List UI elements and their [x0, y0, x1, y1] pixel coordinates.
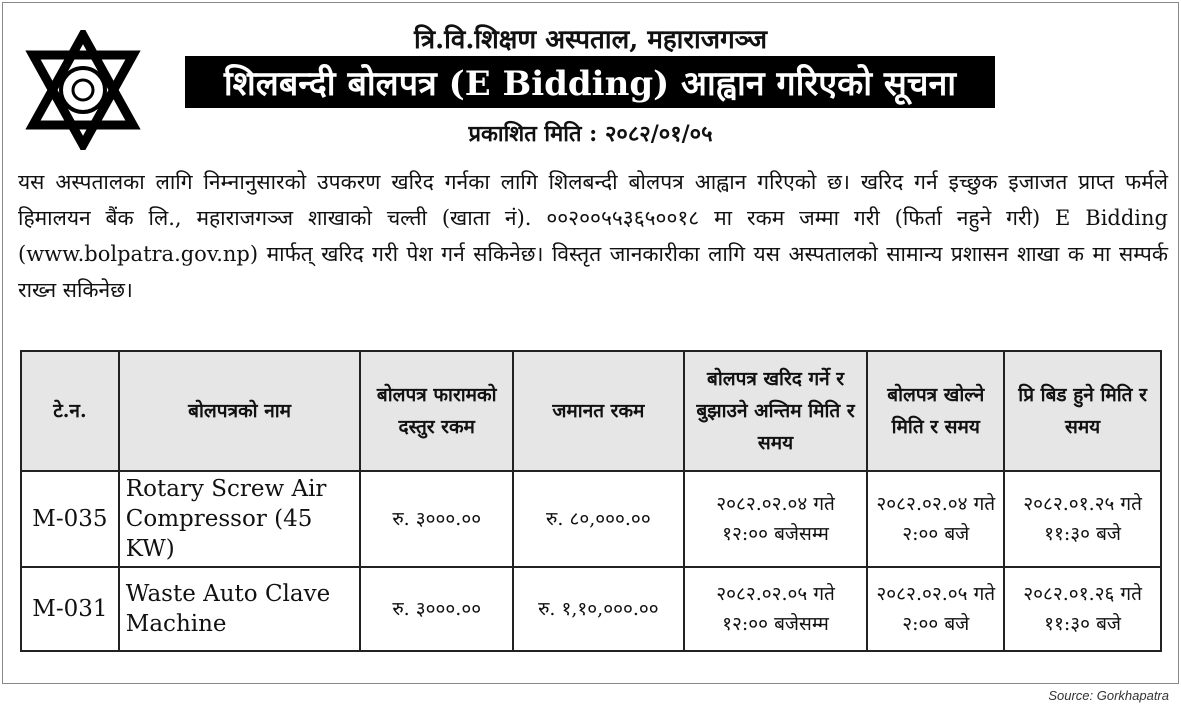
bid-name: Waste Auto Clave Machine [119, 567, 361, 651]
header-cell: बोलपत्र फारामको दस्तुर रकम [360, 351, 513, 471]
pre-bid-date: २०८२.०१.२६ गते ११:३० बजे [1004, 567, 1161, 651]
header-cell: बोलपत्र खरिद गर्ने र बुझाउने अन्तिम मिति र समय [684, 351, 868, 471]
header-cell: बोलपत्रको नाम [119, 351, 361, 471]
header-cell: बोलपत्र खोल्ने मिति र समय [867, 351, 1004, 471]
tender-number: M-035 [21, 471, 119, 567]
bid-security: रु. ८०,०००.०० [513, 471, 684, 567]
bid-security: रु. १,१०,०००.०० [513, 567, 684, 651]
bid-name: Rotary Screw Air Compressor (45 KW) [119, 471, 361, 567]
form-fee: रु. ३०००.०० [360, 567, 513, 651]
table-header-row [21, 351, 1161, 471]
header-cell: जमानत रकम [513, 351, 684, 471]
submission-deadline: २०८२.०२.०४ गते १२:०० बजेसम्म [684, 471, 868, 567]
opening-date: २०८२.०२.०५ गते २:०० बजे [867, 567, 1004, 651]
header-cell: प्रि बिड हुने मिति र समय [1004, 351, 1161, 471]
table-row [21, 567, 1161, 651]
bid-table [20, 350, 1162, 652]
notice-paragraph: यस अस्पतालका लागि निम्नानुसारको उपकरण खरिद गर्नका लागि शिलबन्दी बोलपत्र आह्वान गरिएको छ। खरिद गर्न इच्छुक इजाजत प्राप्त फर्मले हिमालयन बैंक लि., महाराजगञ्ज शाखाको चल्ती (खाता नं). ००२००५५३६५००१८ मा रकम जम्मा गरी (फिर्ता नहुने गरी) E Bidding (www.bolpatra.gov.np) मार्फत् खरिद गरी पेश गर्न सकिनेछ। विस्तृत जानकारीका लागि यस अस्पतालको सामान्य प्रशासन शाखा क मा सम्पर्क राख्न सकिनेछ। [18, 170, 1168, 302]
form-fee: रु. ३०००.०० [360, 471, 513, 567]
source-credit: Source: Gorkhapatra [1048, 688, 1169, 703]
tender-number: M-031 [21, 567, 119, 651]
notice-title: शिलबन्दी बोलपत्र (E Bidding) आह्वान गरिएको सूचना [185, 56, 995, 108]
table-row [21, 471, 1161, 567]
opening-date: २०८२.०२.०४ गते २:०० बजे [867, 471, 1004, 567]
pre-bid-date: २०८२.०१.२५ गते ११:३० बजे [1004, 471, 1161, 567]
submission-deadline: २०८२.०२.०५ गते १२:०० बजेसम्म [684, 567, 868, 651]
published-date: प्रकाशित मिति : २०८२/०१/०५ [468, 121, 713, 147]
organization-name: त्रि.वि.शिक्षण अस्पताल, महाराजगञ्ज [414, 25, 767, 55]
header-cell: टे.न. [21, 351, 119, 471]
